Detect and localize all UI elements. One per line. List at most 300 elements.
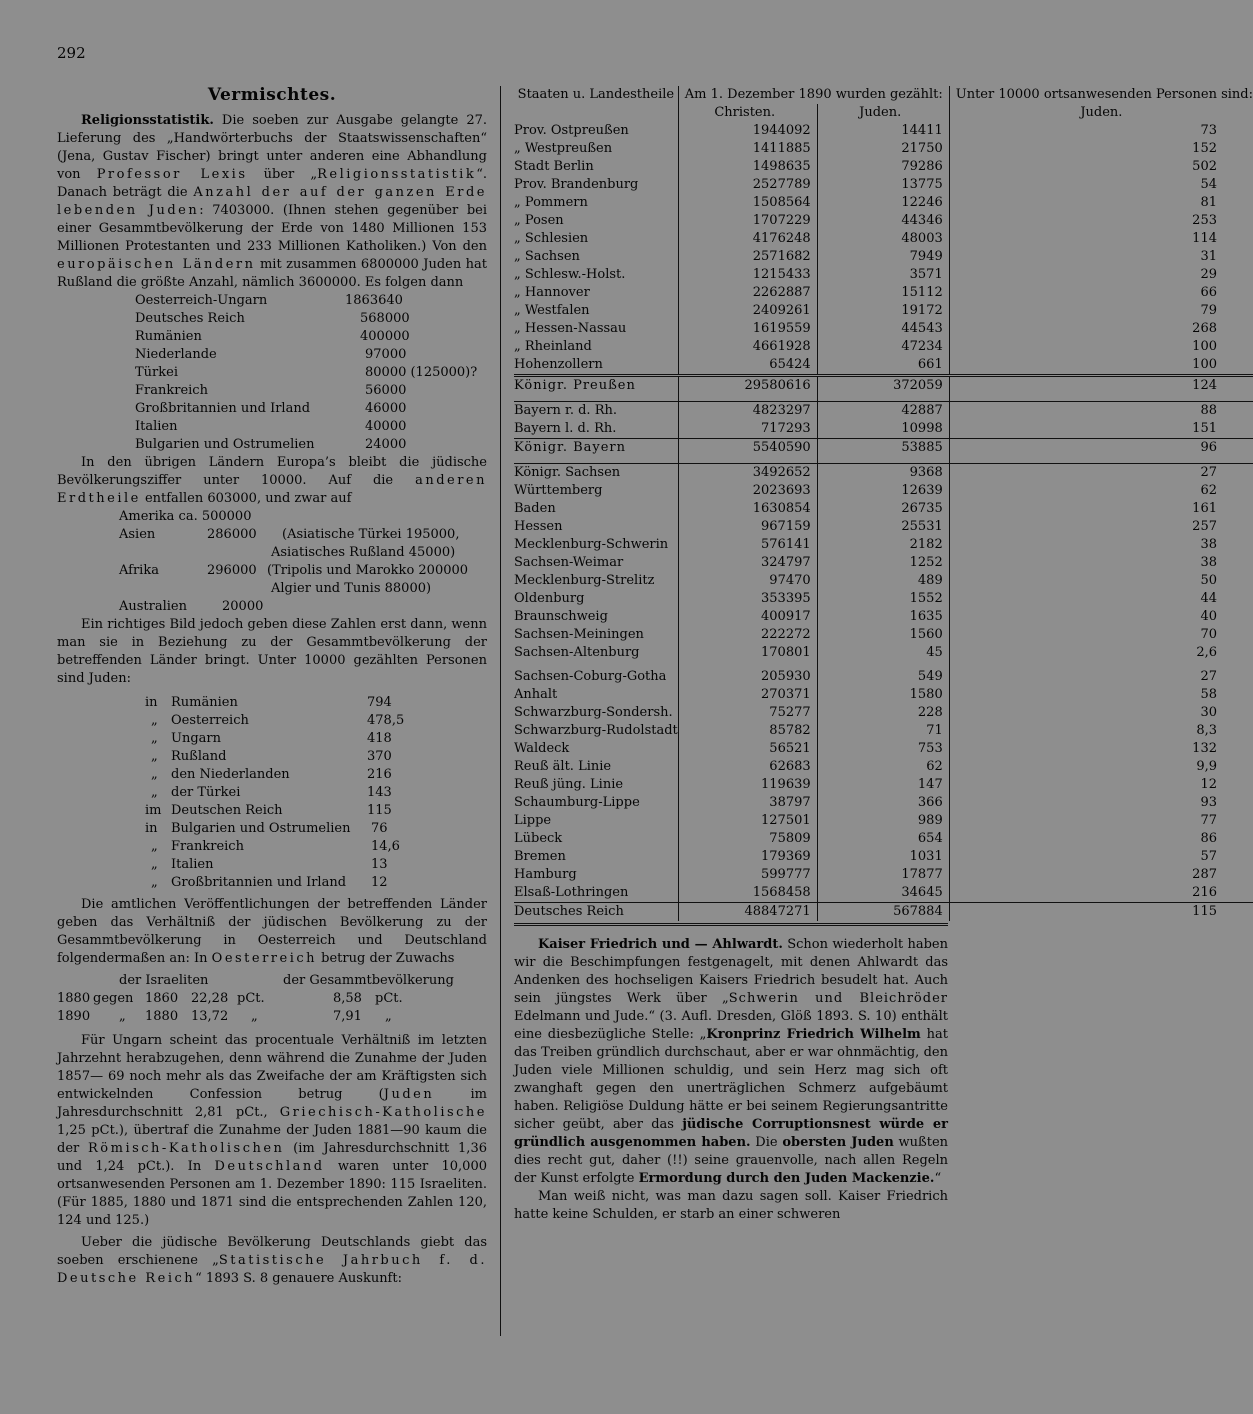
country: Oesterreich [171,713,249,728]
cell: 30 [1200,705,1217,720]
cell: Reuß jüng. Linie [514,776,678,794]
column-header: Am 1. Dezember 1890 wurden gezählt: [678,86,949,104]
text-run: : 7403000. (Ihnen stehen gegenüber bei einer Gesammtbevölkerung der Erde von 1480 Millionen 153 Millionen Protestanten und 233 Millionen Katholiken.) Von den [57,203,488,254]
growth-table [57,972,487,1026]
country: Rußland [171,749,227,764]
prefix: in [145,821,158,836]
list-item [145,730,487,748]
value: 143 [367,785,392,800]
column-divider [500,86,501,1336]
table-row [514,608,1253,626]
table-row [514,686,1253,704]
cell: 66 [1200,285,1217,300]
cell: 26735 [817,500,949,518]
cell: Bayern l. d. Rh. [514,420,678,439]
table-row [514,248,1253,266]
value: 12 [371,875,388,890]
cell: Schwarzburg-Sondersh. [514,704,678,722]
cell: 1031 [817,848,949,866]
table-row [514,572,1253,590]
cell: „ Pommern [514,194,678,212]
value: 20000 [222,599,264,614]
table-row [514,158,1253,176]
cell: pCt. [375,991,403,1006]
cell: 25531 [817,518,949,536]
cell: Waldeck [514,740,678,758]
country: Frankreich [171,839,244,854]
cell: 119639 [678,776,817,794]
cell: Sachsen-Meiningen [514,626,678,644]
table-subheader [514,104,1253,122]
country: Rumänien [171,695,238,710]
cell: 502 [1192,159,1217,174]
cell: Deutsches Reich [514,903,678,922]
table-row [514,668,1253,686]
list-item [135,292,487,310]
list-item [145,748,487,766]
cell: 71 [817,722,949,740]
cell: 1707229 [678,212,817,230]
prefix: im [145,803,162,818]
list-item [145,838,487,856]
table-row [514,176,1253,194]
cell: 38797 [678,794,817,812]
list-item [135,310,487,328]
cell: 53885 [817,439,949,458]
table-total-bavaria [514,439,1253,458]
country: Frankreich [135,383,208,398]
country: Deutschen Reich [171,803,283,818]
cell: 96 [949,439,1253,458]
cell: 1880 [145,1009,179,1024]
table-row [514,464,1253,483]
text-run: Römisch-Katholischen [88,1141,285,1156]
country: Ungarn [171,731,221,746]
table-row [514,194,1253,212]
text-run: Für Ungarn scheint das procentuale Verhältniß im letzten Jahrzehnt herabzugehen, denn während die Zunahme der Juden 1857— 69 noch mehr als das Zweifache der am Kräftigsten sich entwickelnden Confession betrug ( [57,1033,487,1102]
column-header: Christen. [678,104,817,122]
cell: 4661928 [678,338,817,356]
cell: 88 [949,402,1253,421]
cell: 62683 [678,758,817,776]
text-run: Kronprinz Friedrich Wilhelm [706,1027,921,1042]
continent: Afrika [119,563,159,578]
cell: 77 [1200,813,1217,828]
list-item [119,580,487,598]
cell: 4823297 [678,402,817,421]
cell: 1552 [817,590,949,608]
cell: 54 [1200,177,1217,192]
cell: 65424 [678,356,817,376]
cell: 75277 [678,704,817,722]
list-item [119,508,487,526]
cell: 205930 [678,668,817,686]
cell: 179369 [678,848,817,866]
list-item [135,436,487,454]
cell: Sachsen-Coburg-Gotha [514,668,678,686]
cell: Hohenzollern [514,356,678,376]
text-run: Oesterreich [211,951,318,966]
religionsstatistik-paragraph [57,112,487,292]
cell: 56521 [678,740,817,758]
paragraph-title: Religionsstatistik. [81,113,214,128]
paragraph: Ein richtiges Bild jedoch geben diese Zahlen erst dann, wenn man sie in Beziehung zu der Gesammtbevölkerung der betreffenden Länder bringt. Unter 10000 gezählten Personen sind Juden: [57,617,487,686]
cell: 5540590 [678,439,817,458]
cell: 654 [817,830,949,848]
cell: 7,91 [333,1009,362,1024]
column-header: Unter 10000 ortsanwesenden Personen sind: [955,87,1253,102]
text-run: “. Danach beträgt die [57,167,487,200]
cell: 372059 [817,376,949,396]
cell: 2262887 [678,284,817,302]
cell: Mecklenburg-Schwerin [514,536,678,554]
list-item [119,598,487,616]
value: 56000 [365,383,407,398]
value: 794 [367,695,392,710]
paragraph [57,1234,487,1288]
value: 478,5 [367,713,405,728]
text-run: Religionsstatistik [317,167,477,182]
list-item [145,856,487,874]
cell: 17877 [817,866,949,884]
text-run: Edelmann und Jude.“ (3. Aufl. Dresden, Glöß 1893. S. 10) enthält eine diesbezügliche Stelle: „ [514,1009,948,1042]
cell: „ Rheinland [514,338,678,356]
country: Deutsches Reich [135,311,245,326]
text-run: Ermordung durch den Juden Mackenzie. [638,1171,935,1186]
cell: 62 [1200,483,1217,498]
text-run: 1,25 pCt.), übertraf die Zunahme der Juden 1881—90 kaum die der [57,1123,487,1156]
table-row [514,482,1253,500]
cell: 38 [1200,555,1217,570]
table-total-prussia [514,376,1253,396]
cell: „ Hessen-Nassau [514,320,678,338]
table-total-reich [514,903,1253,922]
text-run: über „ [247,167,318,182]
kaiser-friedrich-paragraph [514,936,948,1188]
cell: 1411885 [678,140,817,158]
cell: 2,6 [1196,645,1217,660]
prefix: „ [151,767,158,782]
text-run: hat das Treiben gründlich durchschaut, aber er war ohnmächtig, den Juden viele Millionen schuldig, und sein Herz mag sich oft zwanghaft gegen den unerträglichen Schmerz aufgebäumt haben. Religiöse Duldung hätte er bei seinem Regierungsantritte sicher geübt, aber das [514,1027,949,1132]
cell: 270371 [678,686,817,704]
table-body-others2 [514,662,1253,903]
value: 46000 [365,401,407,416]
table-row [514,212,1253,230]
table-header [57,972,487,990]
prefix: „ [151,875,158,890]
list-item [145,694,487,712]
table-row [514,794,1253,812]
cell: Sachsen-Altenburg [514,644,678,662]
cell: Königr. Preußen [514,376,678,396]
cell: Reuß ält. Linie [514,758,678,776]
cell: 599777 [678,866,817,884]
cell: Württemberg [514,482,678,500]
column-header: Juden. [1080,105,1123,120]
text-run: jüdische Corruptionsnest würde er gründlich ausgenommen haben. [514,1117,948,1150]
value: 568000 [360,311,410,326]
cell: 9368 [817,464,949,483]
prefix: „ [151,785,158,800]
cell: 8,58 [333,991,362,1006]
paragraph [57,1032,487,1230]
text-run: Die soeben zur Ausgabe gelangte 27. Lieferung des „Handwörterbuchs der Staatswissenschaften“ (Jena, Gustav Fischer) bringt unter anderen eine Abhandlung von [57,113,487,182]
value: 13 [371,857,388,872]
left-column [57,86,487,1288]
list-item [135,346,487,364]
cell: 10998 [817,420,949,439]
cell: gegen [93,991,134,1006]
value: 24000 [365,437,407,452]
cell: „ Schlesien [514,230,678,248]
value: 1863640 [345,293,403,308]
cell: Lübeck [514,830,678,848]
europe-list [135,292,487,454]
cell: „ Posen [514,212,678,230]
text-run: In den übrigen Ländern Europa’s bleibt die jüdische Bevölkerungsziffer unter 10000. Auf die [57,455,487,488]
cell: Prov. Brandenburg [514,176,678,194]
cell: Bremen [514,848,678,866]
list-item [135,382,487,400]
cell: 50 [1200,573,1217,588]
cell: 15112 [817,284,949,302]
cell: 13775 [817,176,949,194]
page-number: 292 [57,44,86,62]
cell: 161 [1192,501,1217,516]
table-row [514,884,1253,903]
text-run: im Jahresdurchschnitt 2,81 pCt., [57,1087,487,1120]
value: 97000 [365,347,407,362]
list-item [135,418,487,436]
cell: Lippe [514,812,678,830]
cell: 1215433 [678,266,817,284]
cell: 9,9 [1196,759,1217,774]
cell: 3571 [817,266,949,284]
list-item [145,712,487,730]
table-row [514,704,1253,722]
list-item [145,766,487,784]
note: Algier und Tunis 88000) [271,581,432,596]
cell: Königr. Bayern [514,439,678,458]
cell: 93 [1200,795,1217,810]
continent: Amerika ca. 500000 [119,509,252,524]
cell: 27 [949,464,1253,483]
country: Italien [135,419,178,434]
table-row [514,848,1253,866]
cell: 13,72 [191,1009,229,1024]
list-item [135,328,487,346]
country: Oesterreich-Ungarn [135,293,268,308]
cell: „ [385,1009,392,1024]
text-run: obersten Juden [782,1135,894,1150]
note: (Asiatische Türkei 195000, [282,527,460,542]
cell: „ Schlesw.-Holst. [514,266,678,284]
cell: 57 [1200,849,1217,864]
text-run: Statistische Jahrbuch f. d. Deutsche Reich [57,1253,488,1286]
cell: Sachsen-Weimar [514,554,678,572]
value: 14,6 [371,839,400,854]
cell: 967159 [678,518,817,536]
cell: 34645 [817,884,949,903]
cell: „ Sachsen [514,248,678,266]
cell: 2182 [817,536,949,554]
cell: 1568458 [678,884,817,903]
list-item [145,874,487,892]
text-run: mit zusammen 6800000 Juden hat Rußland die größte Anzahl, nämlich 3600000. Es folgen dann [57,257,488,290]
cell: 152 [1192,141,1217,156]
cell: 2409261 [678,302,817,320]
table-row [514,812,1253,830]
cell: 45 [817,644,949,662]
cell: 170801 [678,644,817,662]
table-row-total [514,903,1253,922]
cell: 228 [817,704,949,722]
cell: Oldenburg [514,590,678,608]
cell: 100 [1192,357,1217,372]
cell: 7949 [817,248,949,266]
cell: 353395 [678,590,817,608]
cell: Mecklenburg-Strelitz [514,572,678,590]
cell: 222272 [678,626,817,644]
cell: 70 [1200,627,1217,642]
cell: Prov. Ostpreußen [514,122,678,140]
cell: 1580 [817,686,949,704]
cell: 8,3 [1196,723,1217,738]
column-header: der Gesammtbevölkerung [283,973,454,988]
cell: 2571682 [678,248,817,266]
cell: 366 [817,794,949,812]
text-run: Ueber die jüdische Bevölkerung Deutschlands giebt das soeben erschienene „ [57,1235,487,1268]
list-item [135,400,487,418]
table-row [514,776,1253,794]
list-item [135,364,487,382]
value: 418 [367,731,392,746]
cell: 44346 [817,212,949,230]
country: Rumänien [135,329,202,344]
cell: 79286 [817,158,949,176]
cell: Schwarzburg-Rudolstadt [514,723,678,738]
cell: 1880 [57,991,91,1006]
table-row-total [514,376,1253,396]
cell: 12639 [817,482,949,500]
table-row [514,722,1253,740]
column-header: Staaten u. Landestheile [514,86,678,104]
cell: 1560 [817,626,949,644]
cell: 100 [1192,339,1217,354]
cell: 75809 [678,830,817,848]
cell: 1252 [817,554,949,572]
table-row [514,420,1253,439]
text-run: entfallen 603000, und zwar auf [140,491,352,506]
cell: Braunschweig [514,608,678,626]
value: 40000 [365,419,407,434]
cell: 257 [1192,519,1217,534]
cell: 81 [1200,195,1217,210]
cell: 549 [817,668,949,686]
cell: 1860 [145,991,179,1006]
cell: 753 [817,740,949,758]
text-run: Schon wiederholt haben wir die Beschimpfungen festgenagelt, mit denen Ahlwardt das Andenken des hochseligen Kaisers Friedrich besudelt hat. Auch sein jüngstes Werk über „ [514,937,948,1006]
cell: 44543 [817,320,949,338]
section-heading: Vermischtes. [207,85,337,105]
text-run: “ [934,1171,942,1186]
prefix: „ [151,857,158,872]
value: 80000 (125000)? [365,365,478,380]
paragraph [57,454,487,508]
table-row [514,518,1253,536]
cell: 4176248 [678,230,817,248]
cell: 21750 [817,140,949,158]
cell [514,104,678,122]
cell: 42887 [817,402,949,421]
list-item [119,526,487,544]
cell: Stadt Berlin [514,158,678,176]
ratio-list [145,694,487,892]
cell: 47234 [817,338,949,356]
table-body-prussia [514,122,1253,376]
cell: 1508564 [678,194,817,212]
note: (Tripolis und Marokko 200000 [267,563,469,578]
table-row [514,500,1253,518]
table-row [514,140,1253,158]
table-body-bavaria [514,395,1253,439]
text-run: “ 1893 S. 8 genauere Auskunft: [195,1271,402,1286]
cell: 989 [817,812,949,830]
cell: 14411 [817,122,949,140]
paragraph: Man weiß nicht, was man dazu sagen soll. Kaiser Friedrich hatte keine Schulden, er starb an einer schweren [514,1189,948,1222]
cell: 44 [1200,591,1217,606]
cell: 268 [1192,321,1217,336]
column-header: der Israeliten [119,973,209,988]
cell: „ [119,1009,126,1024]
country: Bulgarien und Ostrumelien [171,821,351,836]
list-item [119,562,487,580]
text-run: waren unter 10,000 ortsanwesenden Personen am 1. Dezember 1890: 115 Israeliten. (Für 1885, 1880 und 1871 sind die entsprechenden Zahlen 120, 124 und 125.) [57,1159,487,1228]
cell: 717293 [678,420,817,439]
paragraph-title: Kaiser Friedrich und — Ahlwardt. [538,937,783,952]
cell: 12246 [817,194,949,212]
table-row [514,302,1253,320]
cell: 124 [949,376,1253,396]
table-row [514,866,1253,884]
cell: 114 [1192,231,1217,246]
cell: 1498635 [678,158,817,176]
table-row [514,230,1253,248]
table-row [514,554,1253,572]
table-row-total [514,439,1253,458]
cell: 79 [1200,303,1217,318]
country: den Niederlanden [171,767,290,782]
text-run: europäischen Ländern [57,257,256,272]
text-run: betrug der Zuwachs [317,951,455,966]
cell: 48847271 [678,903,817,922]
cell: 12 [1200,777,1217,792]
cell: 132 [1192,741,1217,756]
cell: 324797 [678,554,817,572]
cell: 97470 [678,572,817,590]
text-run: Juden [383,1087,435,1102]
cell: 31 [1200,249,1217,264]
cell: Hessen [514,518,678,536]
cell: 22,28 [191,991,229,1006]
cell: pCt. [237,991,265,1006]
country: Großbritannien und Irland [135,401,311,416]
cell: 147 [817,776,949,794]
cell: 400917 [678,608,817,626]
cell: 489 [817,572,949,590]
value: 296000 [207,563,257,578]
prefix: „ [151,749,158,764]
